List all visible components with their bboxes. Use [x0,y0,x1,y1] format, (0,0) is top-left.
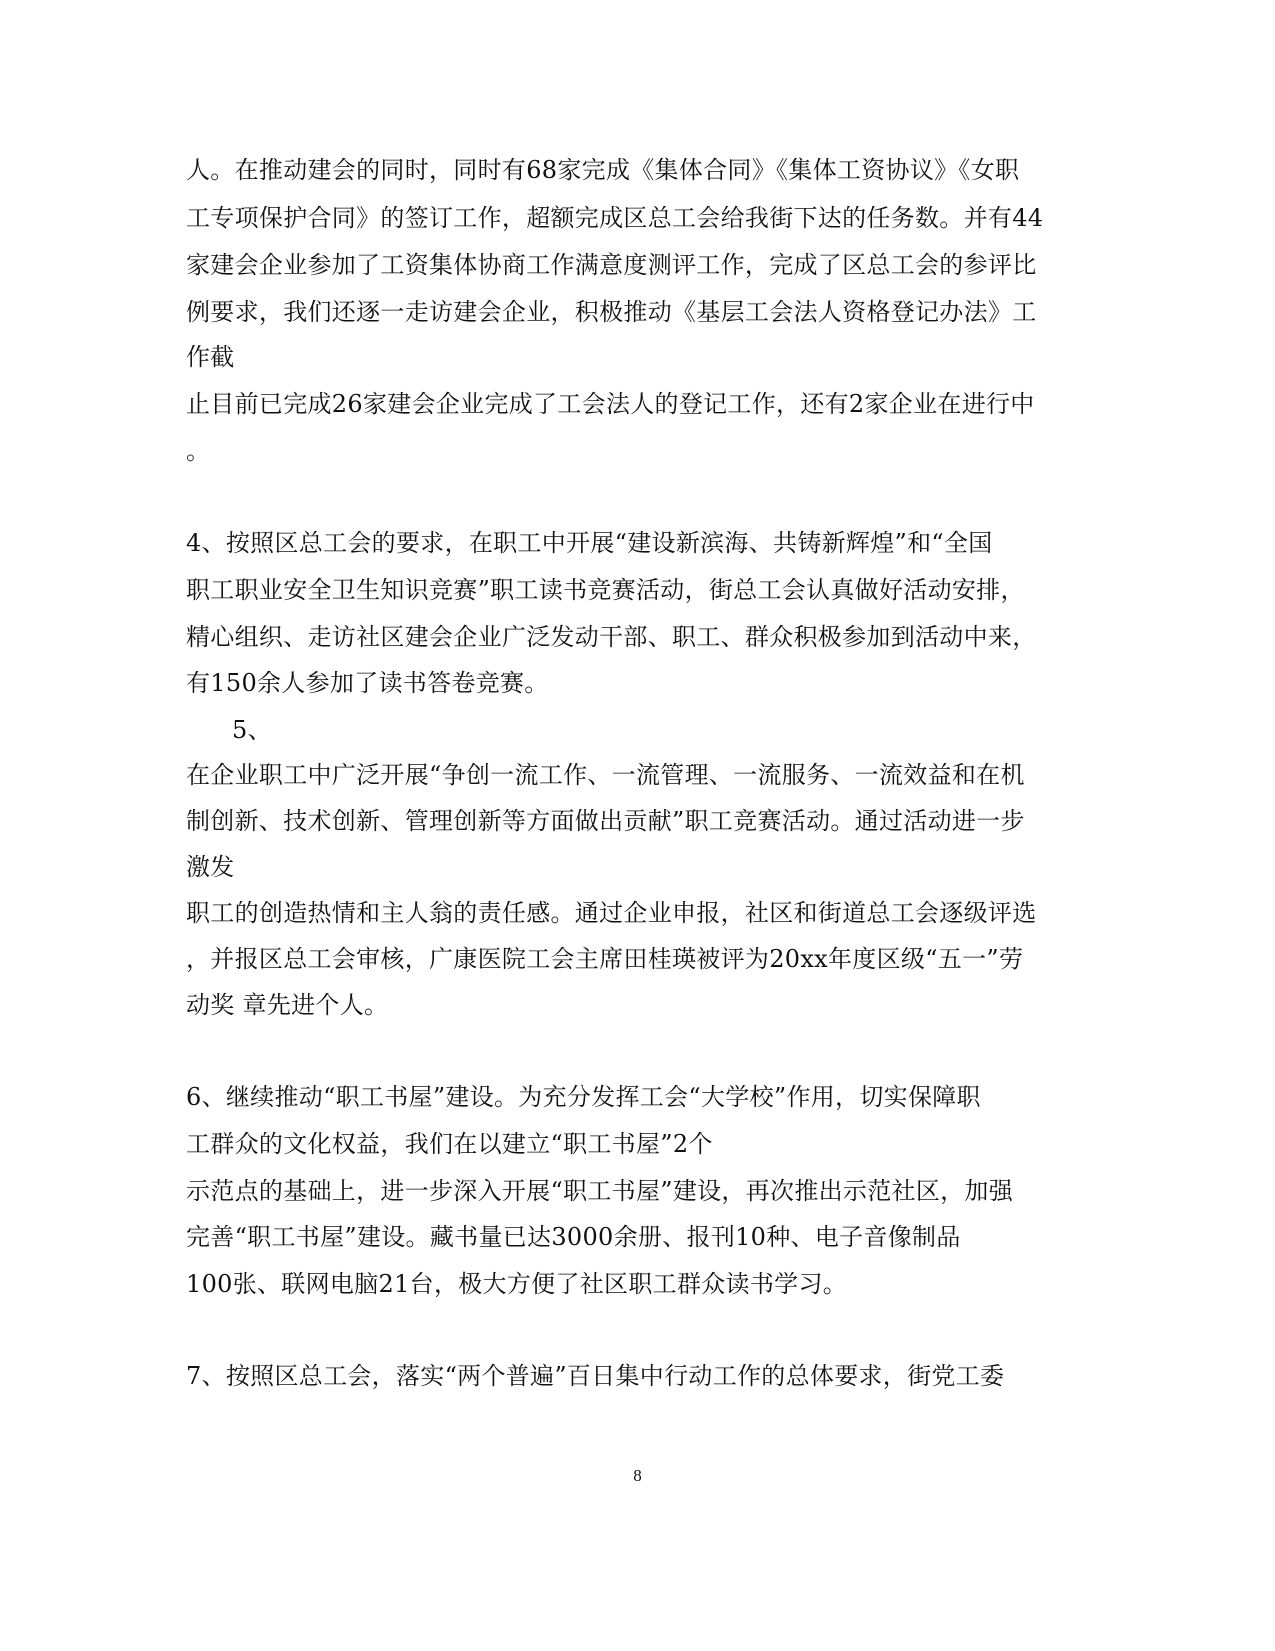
text-line: 7、按照区总工会，落实“两个普遍”百日集中行动工作的总体要求，街党工委 [186,1362,1005,1390]
text-line: 100张、联网电脑21台，极大方便了社区职工群众读书学习。 [186,1270,848,1298]
text-line: 动奖 章先进个人。 [186,991,389,1019]
text-line: 5、 [232,716,272,744]
text-line: 人。在推动建会的同时，同时有68家完成《集体合同》《集体工资协议》《女职 [186,156,1020,184]
text-line: 例要求，我们还逐一走访建会企业，积极推动《基层工会法人资格登记办法》工 [186,298,1037,326]
text-line: 4、按照区总工会的要求，在职工中开展“建设新滨海、共铸新辉煌”和“全国 [186,529,993,557]
page-number: 8 [633,1466,642,1485]
text-line: 有150余人参加了读书答卷竞赛。 [186,669,549,697]
text-line: 示范点的基础上，进一步深入开展“职工书屋”建设，再次推出示范社区，加强 [186,1177,1014,1205]
text-line: 。 [186,437,211,465]
text-line: 工专项保护合同》的签订工作，超额完成区总工会给我街下达的任务数。并有44 [186,204,1044,232]
text-line: 止目前已完成26家建会企业完成了工会法人的登记工作，还有2家企业在进行中 [186,390,1035,418]
text-line: 家建会企业参加了工资集体协商工作满意度测评工作，完成了区总工会的参评比 [186,251,1037,279]
text-line: 职工职业安全卫生知识竞赛”职工读书竞赛活动，街总工会认真做好活动安排， [186,576,1025,604]
text-line: ，并报区总工会审核，广康医院工会主席田桂瑛被评为20xx年度区级“五一”劳 [186,945,1024,973]
text-line: 作截 [186,343,235,371]
text-line: 工群众的文化权益，我们在以建立“职工书屋”2个 [186,1130,713,1158]
text-line: 精心组织、走访社区建会企业广泛发动干部、职工、群众积极参加到活动中来， [186,623,1037,651]
text-line: 在企业职工中广泛开展“争创一流工作、一流管理、一流服务、一流效益和在机 [186,761,1025,789]
text-line: 完善“职工书屋”建设。藏书量已达3000余册、报刊10种、电子音像制品 [186,1223,961,1251]
text-line: 6、继续推动“职工书屋”建设。为充分发挥工会“大学校”作用，切实保障职 [186,1083,981,1111]
text-line: 制创新、技术创新、管理创新等方面做出贡献”职工竞赛活动。通过活动进一步 [186,807,1025,835]
text-line: 激发 [186,853,235,881]
text-line: 职工的创造热情和主人翁的责任感。通过企业申报，社区和街道总工会逐级评选 [186,899,1037,927]
